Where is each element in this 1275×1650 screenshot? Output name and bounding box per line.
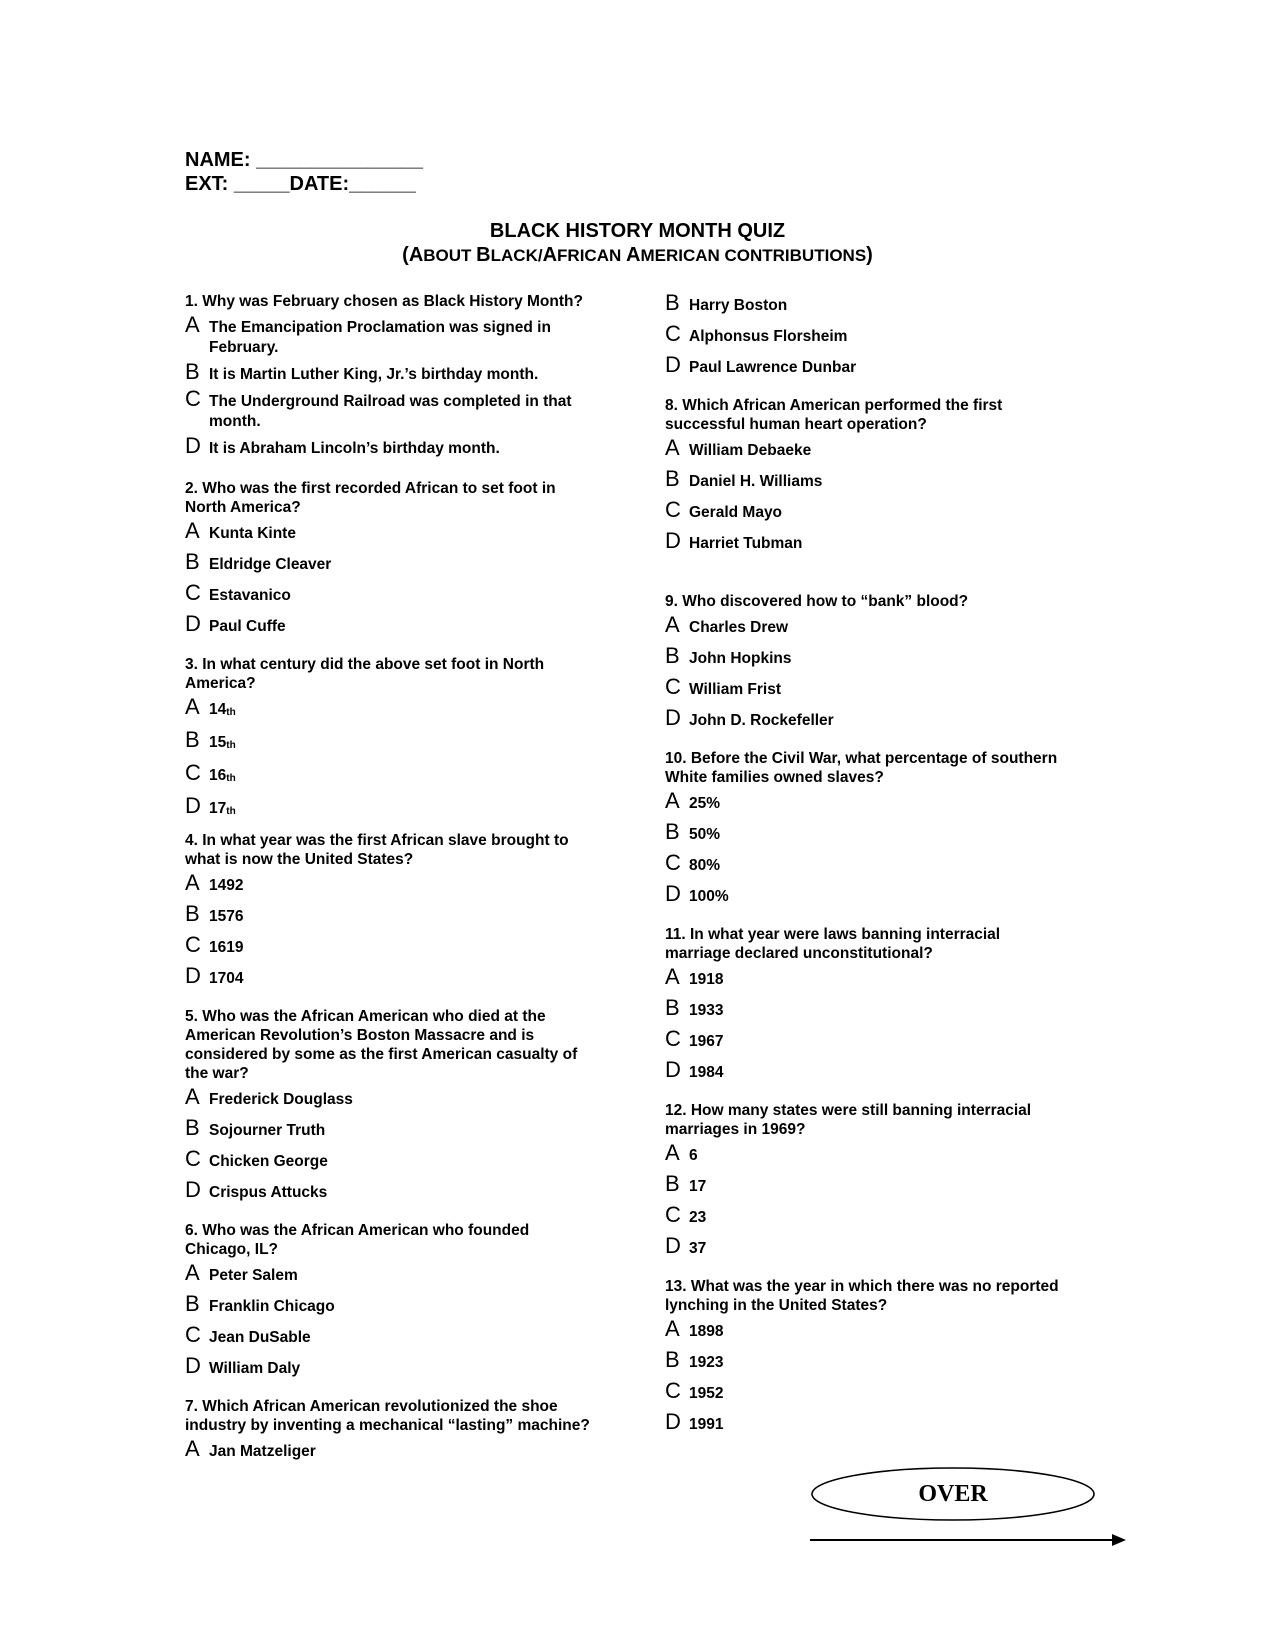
- option-6d: D William Daly: [185, 1353, 301, 1378]
- option-3b: B 15 $^{th}$: [185, 727, 236, 752]
- question-9: 9. Who discovered how to “bank” blood?: [665, 593, 969, 610]
- option-3a: A 14 $^{th}$: [185, 694, 236, 719]
- question-12: 12. How many states were still banning interracial marriages in 1969?: [665, 1102, 1032, 1138]
- option-12a: A 6: [665, 1140, 698, 1165]
- option-4d: D 1704: [185, 963, 244, 988]
- left-column: [185, 292, 595, 1462]
- option-10b: B 50%: [665, 819, 721, 844]
- question-3: 3. In what century did the above set foot in North America?: [185, 656, 545, 692]
- option-9d: D John D. Rockefeller: [665, 705, 834, 730]
- page-title: BLACK HISTORY MONTH QUIZ: [489, 220, 786, 242]
- option-5c: C Chicken George: [185, 1146, 328, 1171]
- option-7b: B Harry Boston: [665, 290, 788, 315]
- option-8b: B Daniel H. Williams: [665, 466, 823, 491]
- question-2: 2. Who was the first recorded African to set foot in North America?: [185, 480, 556, 516]
- option-1a: A The Emancipation Proclamation was signed in February.: [185, 312, 551, 356]
- option-2c: C Estavanico: [185, 580, 291, 605]
- option-12c: C 23: [665, 1202, 707, 1227]
- option-13d: D 1991: [665, 1409, 724, 1434]
- question-8: 8. Which African American performed the first successful human heart operation?: [665, 397, 1003, 433]
- option-9a: A Charles Drew: [665, 612, 789, 637]
- option-12d: D 37: [665, 1233, 707, 1258]
- over-badge: [810, 1466, 1096, 1522]
- option-8a: A William Debaeke: [665, 435, 812, 460]
- option-6a: A Peter Salem: [185, 1260, 298, 1285]
- option-11a: A 1918: [665, 964, 724, 989]
- option-4c: C 1619: [185, 932, 244, 957]
- option-5d: D Crispus Attucks: [185, 1177, 328, 1202]
- option-7a: A Jan Matzeliger: [185, 1436, 316, 1461]
- option-4b: B 1576: [185, 901, 244, 926]
- question-11: 11. In what year were laws banning interracial marriage declared unconstitutional?: [665, 926, 1001, 962]
- option-2d: D Paul Cuffe: [185, 611, 286, 636]
- option-7c: C Alphonsus Florsheim: [665, 321, 848, 346]
- option-11d: D 1984: [665, 1057, 724, 1082]
- question-10: 10. Before the Civil War, what percentage of southern White families owned slaves?: [665, 750, 1058, 786]
- name-field-label: NAME: _______________: [185, 149, 423, 171]
- option-8c: C Gerald Mayo: [665, 497, 783, 522]
- option-12b: B 17: [665, 1171, 707, 1196]
- option-1d: D It is Abraham Lincoln’s birthday month.: [185, 433, 500, 458]
- option-13c: C 1952: [665, 1378, 724, 1403]
- option-13b: B 1923: [665, 1347, 724, 1372]
- option-9b: B John Hopkins: [665, 643, 792, 668]
- option-1b: B It is Martin Luther King, Jr.’s birthday month.: [185, 359, 539, 384]
- option-5a: A Frederick Douglass: [185, 1084, 353, 1109]
- arrow-right-icon: [810, 1528, 1130, 1552]
- page-subtitle: (ABOUT BLACK/AFRICAN AMERICAN CONTRIBUTIONS): [402, 244, 873, 266]
- option-13a: A 1898: [665, 1316, 724, 1341]
- option-11c: C 1967: [665, 1026, 724, 1051]
- option-7d: D Paul Lawrence Dunbar: [665, 352, 857, 377]
- question-7: 7. Which African American revolutionized the shoe industry by inventing a mechanical “lasting” machine?: [185, 1398, 590, 1434]
- option-9c: C William Frist: [665, 674, 782, 699]
- option-3d: D 17 $^{th}$: [185, 793, 236, 818]
- option-6b: B Franklin Chicago: [185, 1291, 335, 1316]
- option-2b: B Eldridge Cleaver: [185, 549, 332, 574]
- option-3c: C 16 $^{th}$: [185, 760, 236, 785]
- question-6: 6. Who was the African American who founded Chicago, IL?: [185, 1222, 530, 1258]
- option-6c: C Jean DuSable: [185, 1322, 311, 1347]
- question-13: 13. What was the year in which there was no reported lynching in the United States?: [665, 1278, 1059, 1314]
- option-10c: C 80%: [665, 850, 721, 875]
- option-2a: A Kunta Kinte: [185, 518, 296, 543]
- option-1c: C The Underground Railroad was completed in that month.: [185, 386, 572, 430]
- over-label: OVER: [918, 1481, 988, 1507]
- option-11b: B 1933: [665, 995, 724, 1020]
- option-5b: B Sojourner Truth: [185, 1115, 326, 1140]
- question-5: 5. Who was the African American who died at the American Revolution’s Boston Massacre and is considered by some as the first American casualty of the war?: [185, 1008, 578, 1082]
- right-column: [665, 290, 1065, 1435]
- question-4: 4. In what year was the first African slave brought to what is now the United States?: [185, 832, 569, 868]
- option-4a: A 1492: [185, 870, 244, 895]
- option-8d: D Harriet Tubman: [665, 528, 803, 553]
- question-1: 1. Why was February chosen as Black History Month?: [185, 293, 583, 310]
- option-10a: A 25%: [665, 788, 721, 813]
- option-10d: D 100%: [665, 881, 729, 906]
- ext-date-field-label: EXT: _____DATE:______: [185, 173, 416, 195]
